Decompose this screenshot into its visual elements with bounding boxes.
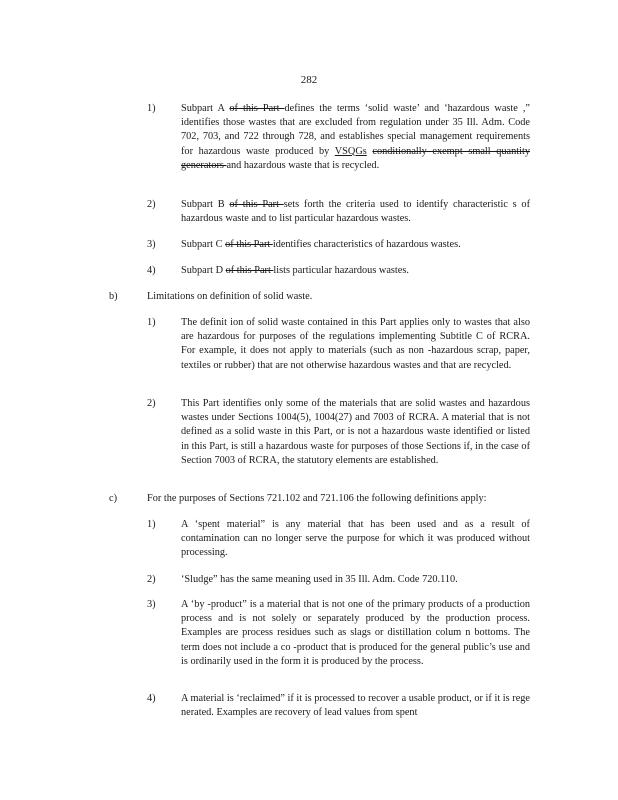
item-number: 1) (147, 103, 156, 114)
struck-text: conditionally exempt small quantity generators (181, 145, 530, 171)
inserted-text: VSQGs (334, 145, 367, 157)
item-number: 2) (147, 398, 156, 409)
paragraph: A ‘spent material” is any material that has been used and as a result of contamination can no longer serve the purpose for which it was produced without processing. (181, 519, 530, 559)
paragraph: This Part identifies only some of the materials that are solid wastes and hazardous wastes under Sections 1004(5), 1004(27) and 7003 of RCRA. A material that is not defined as a solid waste in this Part, or is not a hazardous waste identified or listed in this Part, is still a hazardous waste for purposes of those Sections if, in the case of Section 7003 of RCRA, the statutory elements are established. (181, 398, 530, 466)
item-number: 2) (147, 574, 156, 585)
subpart-a-paragraph: Subpart A of this Part defines the terms ‘solid waste’ and ‘hazardous waste ,” identifies those wastes that are excluded from regulation under 35 Ill. Adm. Code 702, 703, and 722 through 728, and establishes special management requirements for hazardous waste produced by VSQGs conditionally exempt small quantity generators and hazardous waste that is recycled. (181, 103, 531, 171)
paragraph: ‘Sludge” has the same meaning used in 35 Ill. Adm. Code 720.110. (181, 574, 458, 585)
page-number: 282 (300, 74, 318, 86)
subpart-b-paragraph: Subpart B of this Part sets forth the criteria used to identify characteristic s of hazardous waste and to list particular hazardous wastes. (181, 199, 531, 225)
section-heading: For the purposes of Sections 721.102 and 721.106 the following definitions apply: (147, 493, 487, 504)
paragraph: A ‘by -product” is a material that is not one of the primary products of a production process and is not solely or separately produced by the production process. Examples are process residues such as slags or distillation colum n bottoms. The term does not include a co -product that is produced for the general public’s use and is ordinarily used in the form it is produced by the process. (181, 599, 530, 667)
section-label: b) (109, 291, 118, 302)
item-number: 3) (147, 239, 156, 250)
paragraph: A material is ‘reclaimed” if it is processed to recover a usable product, or if it is rege nerated. Examples are recovery of lead values from spent (181, 693, 530, 719)
struck-text: of this Part (229, 103, 285, 114)
struck-text: of this Part (229, 199, 284, 210)
item-number: 3) (147, 599, 156, 610)
item-number: 4) (147, 265, 156, 276)
item-number: 2) (147, 199, 156, 210)
subpart-d-paragraph: Subpart D of this Part lists particular hazardous wastes. (181, 265, 409, 276)
section-label: c) (109, 493, 117, 504)
item-number: 4) (147, 693, 156, 704)
item-number: 1) (147, 519, 156, 530)
item-number: 1) (147, 317, 156, 328)
section-heading: Limitations on definition of solid waste. (147, 291, 313, 302)
subpart-c-paragraph: Subpart C of this Part identifies characteristics of hazardous wastes. (181, 239, 461, 250)
paragraph: The definit ion of solid waste contained in this Part applies only to wastes that also are hazardous for purposes of the regulations implementing Subtitle C of RCRA. For example, it does not apply to materials (such as non -hazardous scrap, paper, textiles or rubber) that are not otherwise hazardous wastes and that are recycled. (181, 317, 530, 371)
struck-text: of this Part (225, 239, 273, 250)
struck-text: of this Part (225, 265, 274, 276)
